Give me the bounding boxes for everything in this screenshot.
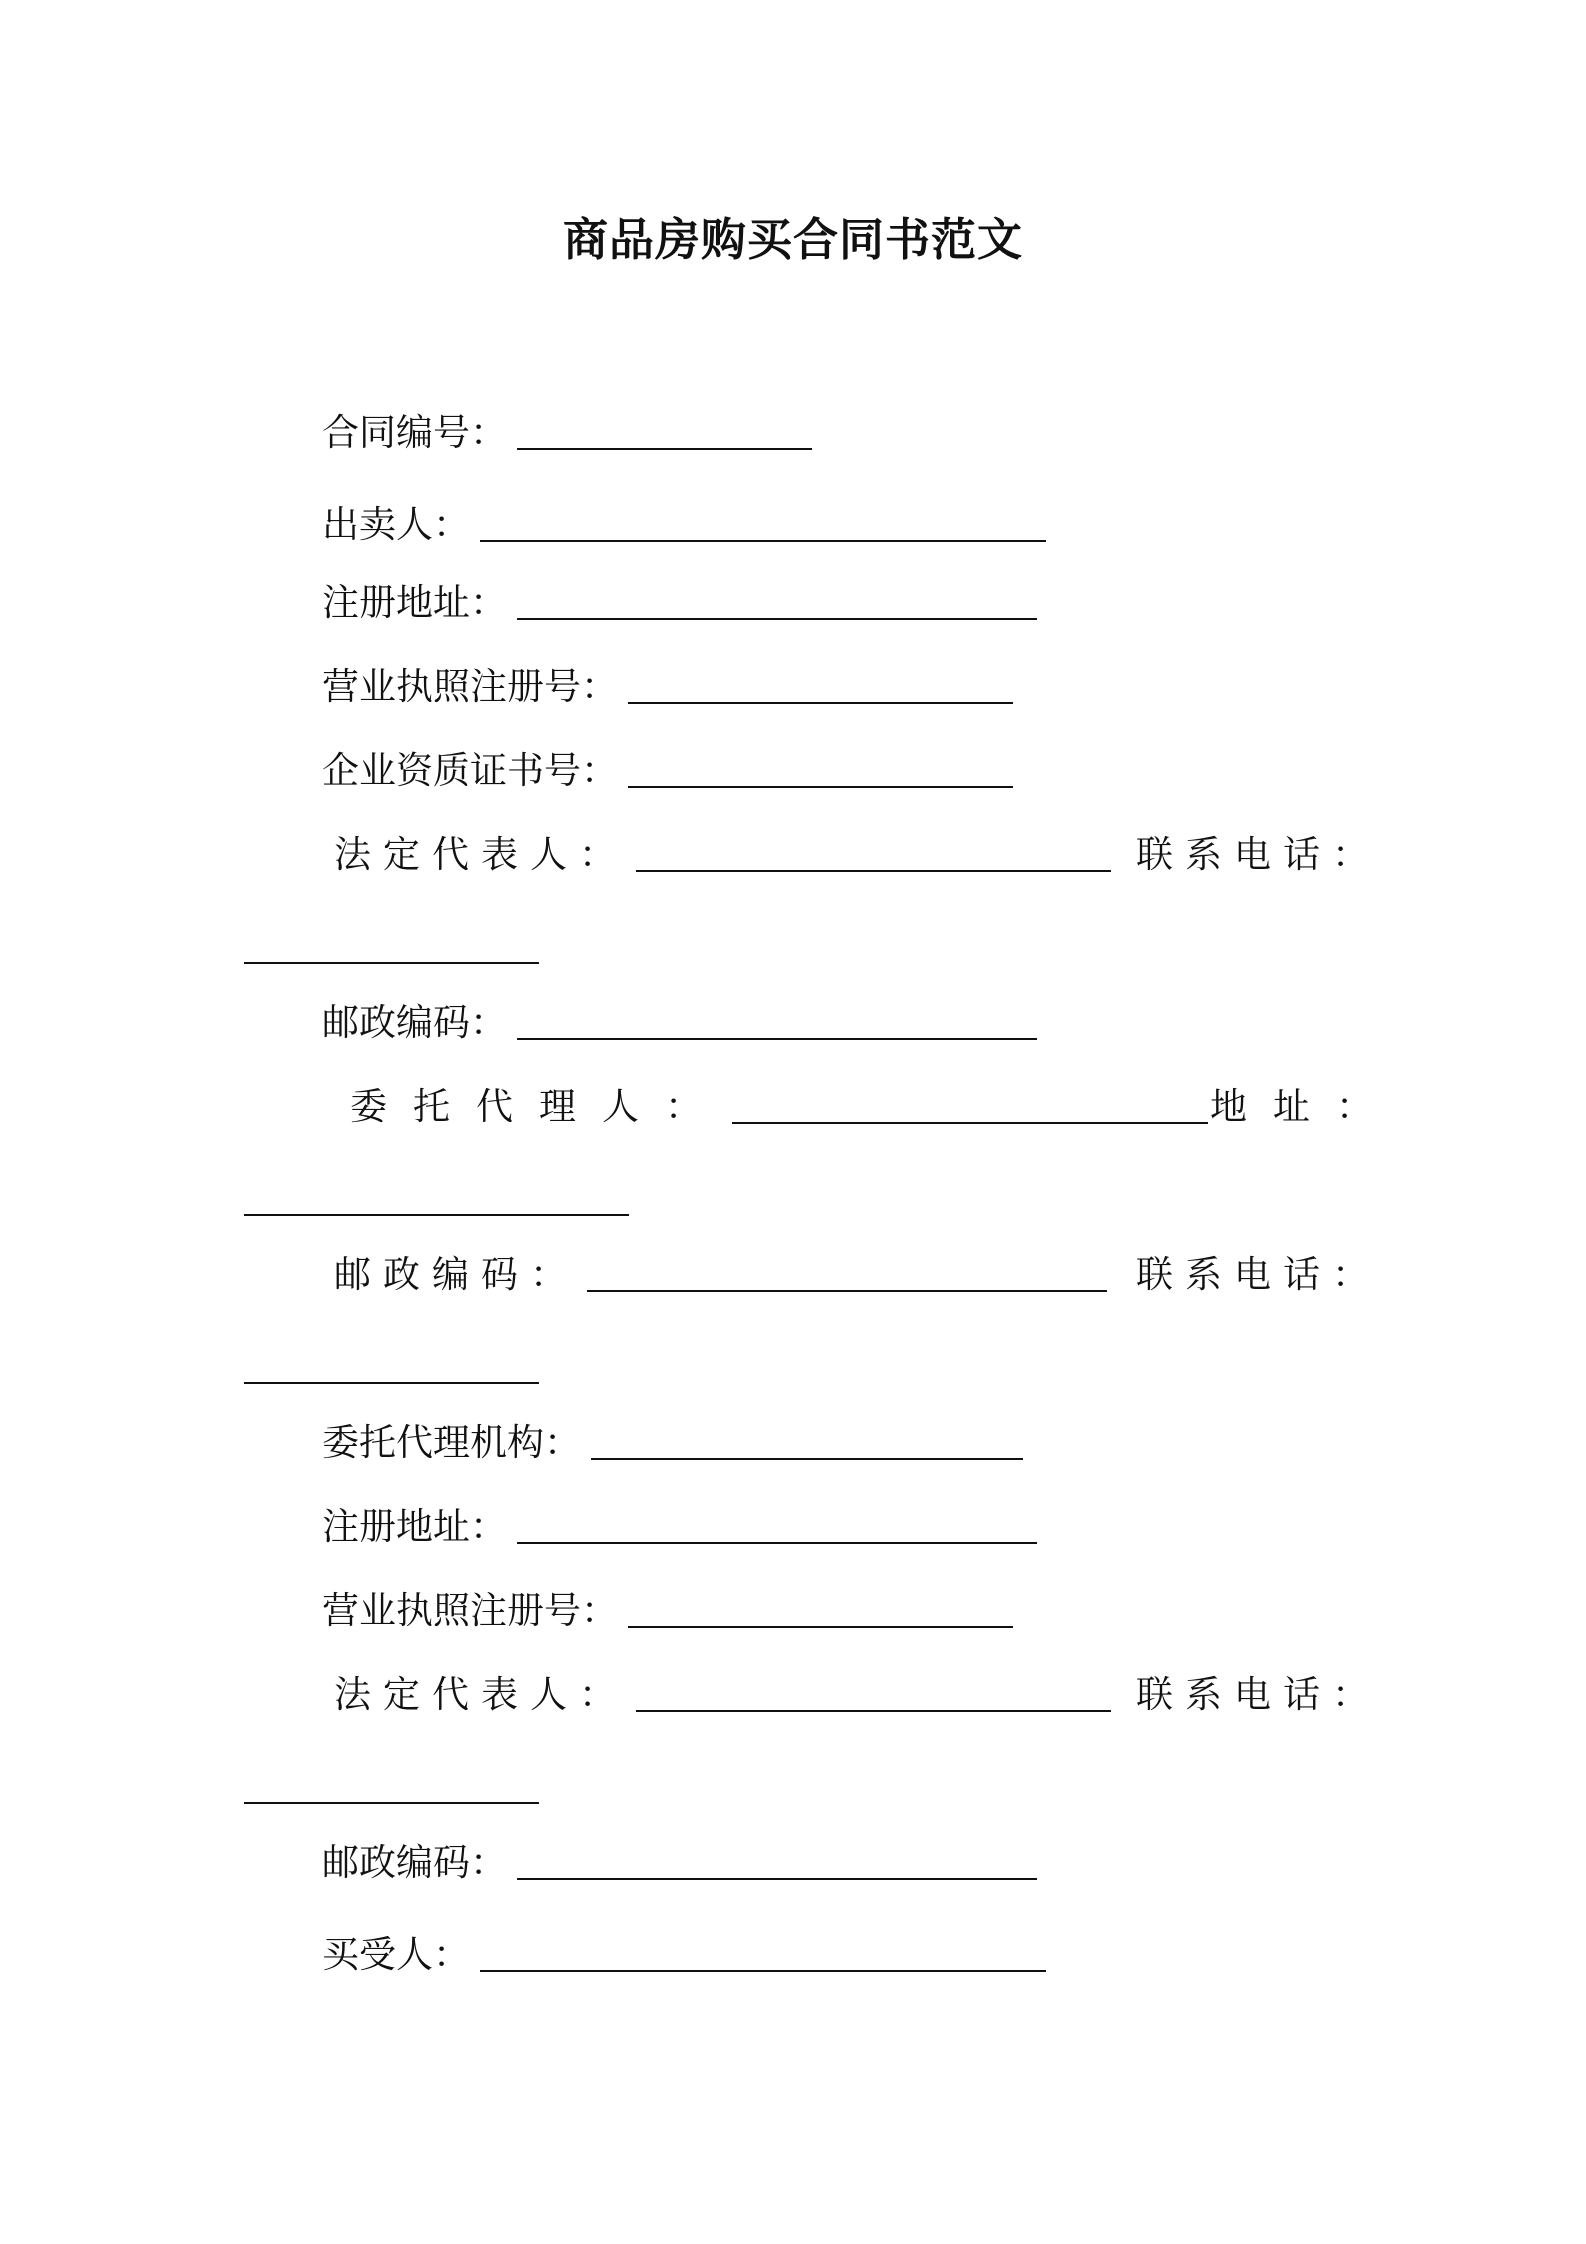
agency-license-blank[interactable] (628, 1626, 1013, 1628)
seller-row (322, 500, 1046, 550)
agent-phone-label: 联系电话： (1136, 1253, 1381, 1296)
seller-address-blank[interactable] (517, 618, 1037, 620)
agency-postcode-label: 邮政编码： (322, 1841, 507, 1884)
agent-address-label-row (1210, 1082, 1399, 1132)
agency-phone-label: 联系电话： (1136, 1673, 1381, 1716)
agency-license-row (322, 1586, 1013, 1636)
agent-postcode-label: 邮政编码： (334, 1253, 579, 1296)
agency-postcode-row (322, 1838, 1037, 1888)
agency-label: 委托代理机构： (322, 1421, 581, 1464)
seller-phone-label: 联系电话： (1136, 833, 1381, 876)
seller-legal-rep-blank[interactable] (636, 870, 1111, 872)
seller-phone-label-row (1136, 830, 1381, 880)
seller-address-row (322, 578, 1037, 628)
agency-address-label: 注册地址： (322, 1505, 507, 1548)
seller-qualification-row (322, 746, 1013, 796)
agent-address-label: 地址： (1210, 1085, 1399, 1128)
seller-postcode-label: 邮政编码： (322, 1001, 507, 1044)
agent-postcode-blank[interactable] (587, 1290, 1107, 1292)
seller-license-blank[interactable] (628, 702, 1013, 704)
agency-phone-blank[interactable] (244, 1802, 539, 1804)
agency-blank[interactable] (591, 1458, 1023, 1460)
seller-address-label: 注册地址： (322, 581, 507, 624)
seller-postcode-blank[interactable] (517, 1038, 1037, 1040)
agency-postcode-blank[interactable] (517, 1878, 1037, 1880)
seller-blank[interactable] (480, 540, 1046, 542)
document-title: 商品房购买合同书范文 (562, 213, 1023, 266)
contract-number-blank[interactable] (517, 448, 812, 450)
seller-legal-rep-label: 法定代表人： (334, 833, 628, 876)
agency-address-blank[interactable] (517, 1542, 1037, 1544)
agency-legal-rep-label: 法定代表人： (334, 1673, 628, 1716)
seller-postcode-row (322, 998, 1037, 1048)
seller-legal-rep-row (334, 830, 1111, 880)
agent-phone-label-row (1136, 1250, 1381, 1300)
seller-phone-blank[interactable] (244, 962, 539, 964)
seller-license-row (322, 662, 1013, 712)
agency-row (322, 1418, 1023, 1468)
seller-license-label: 营业执照注册号： (322, 665, 618, 708)
seller-qualification-blank[interactable] (628, 786, 1013, 788)
agency-license-label: 营业执照注册号： (322, 1589, 618, 1632)
agent-postcode-row (334, 1250, 1107, 1300)
agency-phone-label-row (1136, 1670, 1381, 1720)
agent-blank[interactable] (732, 1122, 1208, 1124)
contract-number-row (322, 408, 812, 458)
seller-label: 出卖人： (322, 503, 470, 546)
agent-row (350, 1082, 1208, 1132)
seller-qualification-label: 企业资质证书号： (322, 749, 618, 792)
buyer-label: 买受人： (322, 1933, 470, 1976)
buyer-row (322, 1930, 1046, 1980)
agent-address-blank[interactable] (244, 1214, 629, 1216)
contract-number-label: 合同编号： (322, 411, 507, 454)
agency-legal-rep-row (334, 1670, 1111, 1720)
agency-legal-rep-blank[interactable] (636, 1710, 1111, 1712)
buyer-blank[interactable] (480, 1970, 1046, 1972)
agent-phone-blank[interactable] (244, 1382, 539, 1384)
agent-label: 委托代理人： (350, 1085, 728, 1128)
agency-address-row (322, 1502, 1037, 1552)
